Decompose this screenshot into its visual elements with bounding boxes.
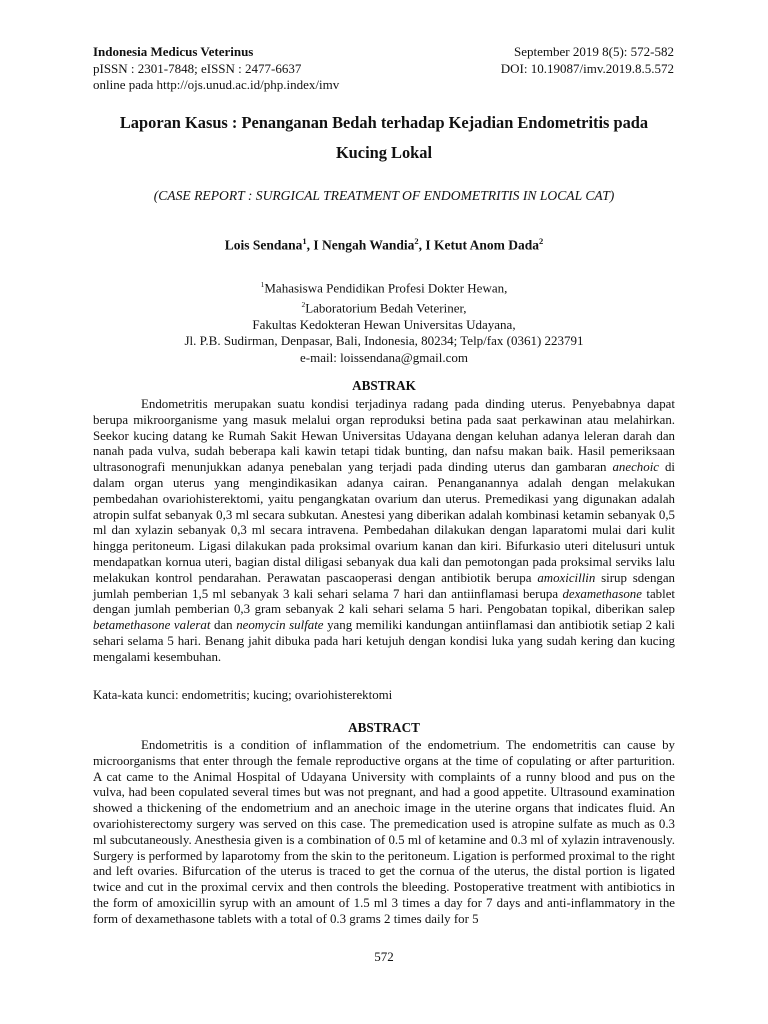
abstrak-term-neomycin: neomycin sulfate bbox=[236, 618, 324, 633]
keywords-line: Kata-kata kunci: endometritis; kucing; ovariohisterektomi bbox=[93, 688, 393, 702]
abstrak-text-1: Endometritis merupakan suatu kondisi terjadinya radang pada dinding uterus. Penyebabnya dapat berupa mikroorganisme yang masuk melalui organ reproduksi betina pada saat perkawinan atau melahirkan. Seekor kucing datang ke Rumah Sakit Hewan Universitas Udayana dengan keluhan adanya leleran darah dan nanah pada vulva, sudah beberapa kali kawin tetapi tidak bunting, dan nafsu makan baik. Hasil pemeriksaan ultrasonografi menunjukkan adanya penebalan yang terjadi pada dinding uterus dan gambaran bbox=[93, 397, 675, 475]
abstract-heading: ABSTRACT bbox=[348, 720, 420, 735]
affiliations bbox=[80, 277, 688, 366]
affiliation-2 bbox=[80, 297, 688, 317]
doi-line: DOI: 10.19087/imv.2019.8.5.572 bbox=[500, 60, 674, 76]
affiliation-faculty: Fakultas Kedokteran Hewan Universitas Udayana, bbox=[252, 316, 516, 332]
english-title: (CASE REPORT : SURGICAL TREATMENT OF ENDOMETRITIS IN LOCAL CAT) bbox=[153, 188, 615, 203]
author-1-affil-sup: 1 bbox=[302, 236, 307, 246]
online-url-line: online pada http://ojs.unud.ac.id/php.index/imv bbox=[93, 77, 340, 92]
author-2-affil-sup: 2 bbox=[414, 236, 419, 246]
journal-header-right bbox=[462, 44, 674, 77]
affiliation-1-sup: 1 bbox=[260, 280, 265, 289]
author-1: Lois Sendana bbox=[224, 237, 303, 253]
author-3: , I Ketut Anom Dada bbox=[418, 237, 540, 253]
abstrak-term-betamethasone: betamethasone valerat bbox=[93, 618, 211, 633]
abstrak-text-6: yang memiliki kandungan antiinflamasi dan antibiotik setiap 2 kali sehari selama 5 hari. Benang jahit dibuka pada hari ketujuh dengan kondisi luka yang sudah kering dan kucing mengalami kesembuhan. bbox=[93, 618, 675, 664]
abstract-text: Endometritis is a condition of inflammation of the endometrium. The endometritis can cause by microorganisms that enter through the female reproductive organs at the time of copulating or after parturition. A cat came to the Animal Hospital of Udayana University with complaints of a runny blood and pus on the vulva, had been copulated several times but was not pregnant, and had a good appetite. Ultrasound examination showed a thickening of the endometrium and an anechoic image in the uterine organs that indicates fluid. An ovariohisterectomy surgery was served on this case. The premedication used is atropine sulfate as much as 0.3 ml subcutaneously. Anesthesia given is a combination of 0.5 ml of ketamine and 0.3 ml of xylazin intravenously. Surgery is performed by laparotomy from the skin to the peritoneum. Ligation is performed proximal to the right and left ovaries. Bifurcation of the uterus is traced to get the cornua of the uterus, the distal portion is ligated twice and cut in the proximal cervix and then controls the bleeding. Postoperative treatment with antibiotics in the form of amoxicillin syrup with an amount of 1.5 ml 3 times a day for 7 days and anti-inflammatory in the form of dexamethasone tablets with a total of 0.3 grams 2 times daily for 5 bbox=[93, 738, 675, 926]
abstrak-term-anechoic: anechoic bbox=[612, 460, 659, 475]
abstract-body bbox=[93, 738, 675, 928]
abstrak-heading: ABSTRAK bbox=[352, 378, 416, 393]
abstrak-term-dexamethasone: dexamethasone bbox=[562, 586, 642, 601]
abstrak-text-3: sirup sdengan jumlah pemberian 1,5 ml sebanyak 3 kali sehari selama 7 hari dan antiinflamasi berupa bbox=[93, 570, 675, 601]
page-number: 572 bbox=[374, 949, 394, 964]
journal-name: Indonesia Medicus Veterinus bbox=[93, 44, 254, 59]
affiliation-2-text: Laboratorium Bedah Veteriner, bbox=[305, 300, 467, 316]
affiliation-address: Jl. P.B. Sudirman, Denpasar, Bali, Indonesia, 80234; Telp/fax (0361) 223791 bbox=[184, 333, 584, 349]
abstrak-text-2: di dalam organ uterus yang mengindikasikan adanya cairan. Penanganannya adalah dengan melakukan pembedahan ovariohisterektomi, yaitu pengangkatan ovarium dan uterus. Premedikasi yang digunakan adalah atropin sulfat sebanyak 0,3 ml secara subkutan. Anestesi yang diberikan adalah kombinasi ketamin sebanyak 0,5 ml dan xylazin sebanyak 0,3 ml secara intravena. Pembedahan dilakukan dengan laparatomi mulai dari kulit hingga peritoneum. Ligasi dilakukan pada proksimal ovarium kanan dan kiri. Bifurkasio uteri ditelusuri untuk mendapatkan kornua uteri, bagian distal diligasi sebanyak dua kali dan pemotongan pada proksimal serviks lalu melakukan kontrol pendarahan. Perawatan pascaoperasi dengan antibiotik berupa bbox=[93, 460, 675, 585]
issn-line: pISSN : 2301-7848; eISSN : 2477-6637 bbox=[93, 60, 302, 76]
abstrak-text-4: tablet dengan jumlah pemberian 0,3 gram sebanyak 2 kali sehari selama 5 hari. Pengobatan topikal, diberikan salep bbox=[93, 586, 675, 617]
author-list bbox=[80, 236, 688, 254]
journal-header-left bbox=[93, 44, 339, 94]
author-3-affil-sup: 2 bbox=[539, 236, 544, 246]
affiliation-1 bbox=[80, 277, 688, 297]
affiliation-2-sup: 2 bbox=[301, 299, 306, 309]
date-volume-line: September 2019 8(5): 572-582 bbox=[514, 44, 674, 59]
abstrak-text-5: dan bbox=[210, 618, 237, 633]
title-line-1: Laporan Kasus : Penanganan Bedah terhadap Kejadian Endometritis pada bbox=[119, 113, 649, 132]
affiliation-email: e-mail: loissendana@gmail.com bbox=[300, 349, 468, 365]
abstrak-body bbox=[93, 397, 675, 666]
paper-title bbox=[80, 108, 688, 168]
author-2: , I Nengah Wandia bbox=[306, 237, 415, 253]
affiliation-1-text: Mahasiswa Pendidikan Profesi Dokter Hewan, bbox=[264, 280, 508, 296]
abstrak-term-amoxicillin: amoxicillin bbox=[537, 570, 596, 585]
title-line-2: Kucing Lokal bbox=[335, 143, 433, 162]
